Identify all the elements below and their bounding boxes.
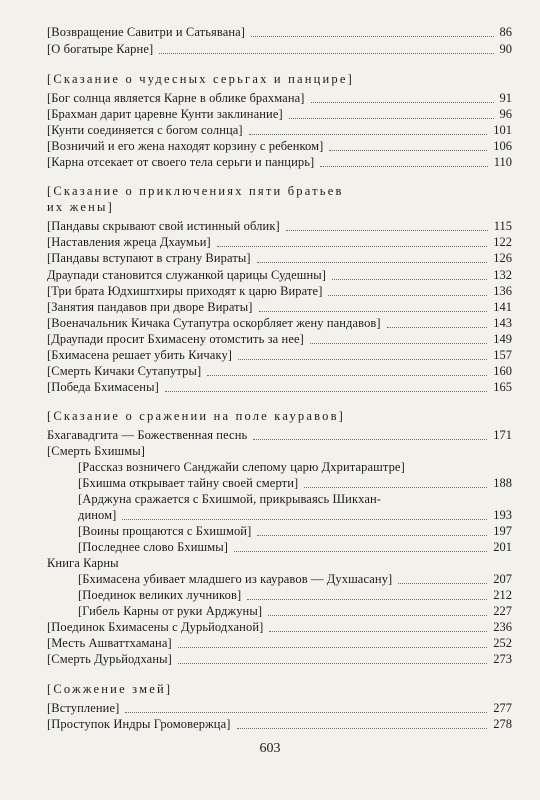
leader-dots [237,727,488,729]
toc-entry-title: [Последнее слово Бхишмы] [78,540,229,554]
toc-entry-page: 110 [493,155,512,169]
leader-dots [251,35,493,37]
leader-dots [257,261,488,263]
toc-entry [47,555,512,571]
leader-dots [159,52,493,54]
toc-entry-title: [Сказание о приключениях пяти братьев [47,184,344,198]
toc-entry-title: [Рассказ возничего Санджайи слепому царю Дхритараштре] [78,460,405,474]
toc-entry-page: 197 [493,524,512,538]
toc-entry-page: 201 [493,540,512,554]
toc-entry-title: [Бог солнца является Карне в облике брахмана] [47,91,305,105]
toc-entry-page: 141 [493,300,512,314]
toc-entry-title: [Наставления жреца Дхаумьи] [47,235,211,249]
leader-dots [332,278,487,280]
toc-entry [78,507,512,523]
leader-dots [249,133,488,135]
toc-section-heading [47,408,512,424]
toc-entry-page: 193 [493,508,512,522]
toc-entry-title: [Поединок великих лучников] [78,588,242,602]
leader-dots [311,101,494,103]
toc-entry [47,363,512,379]
leader-dots [234,550,487,552]
toc-entry [47,122,512,138]
toc-entry-page: 132 [493,268,512,282]
toc-entry-page: 273 [493,652,512,666]
toc-entry [47,700,512,716]
toc-entry-page: 90 [499,42,512,56]
toc-section-heading [47,681,512,697]
toc-entry-page: 106 [493,139,512,153]
toc-entry-title: [Арджуна сражается с Бхишмой, прикрываясь Шикхан- [78,492,382,506]
leader-dots [320,165,487,167]
leader-dots [286,229,488,231]
toc-entry [47,41,512,57]
leader-dots [259,310,488,312]
toc-entry [78,603,512,619]
toc-entry-title: [Бхимасена убивает младшего из кауравов — Духшасану] [78,572,393,586]
toc-entry-title: [Смерть Бхишмы] [47,444,146,458]
toc-section-heading [47,199,512,215]
toc-entry-title: их жены] [47,200,114,214]
toc-entry [47,379,512,395]
toc-entry [78,539,512,555]
toc-entry-title: [Поединок Бхимасены с Дурьйодханой] [47,620,264,634]
toc-entry [47,90,512,106]
toc-entry [78,459,512,475]
toc-entry-title: Бхагавадгита — Божественная песнь [47,428,248,442]
leader-dots [310,342,487,344]
toc-entry-title: Книга Карны [47,556,119,570]
leader-dots [165,390,487,392]
toc-entry-title: [Бхимасена решает убить Кичаку] [47,348,233,362]
toc-entry [47,138,512,154]
toc-entry-title: Драупади становится служанкой царицы Судешны] [47,268,327,282]
leader-dots [387,326,488,328]
leader-dots [328,294,487,296]
toc-entry-page: 96 [499,107,512,121]
toc-entry-title: [О богатыре Карне] [47,42,154,56]
toc-entry [47,154,512,170]
toc-entry-page: 160 [493,364,512,378]
leader-dots [207,374,487,376]
toc-entry-page: 86 [499,25,512,39]
toc-entry-title: [Бхишма открывает тайну своей смерти] [78,476,299,490]
toc-entry [47,250,512,266]
toc-entry-page: 157 [493,348,512,362]
toc-entry-title: [Пандавы скрывают свой истинный облик] [47,219,280,233]
toc-entry [47,234,512,250]
toc-entry-title: [Месть Ашваттхамана] [47,636,172,650]
toc-entry-page: 207 [493,572,512,586]
leader-dots [125,711,487,713]
toc-section-heading [47,183,512,199]
leader-dots [178,662,487,664]
toc-entry-title: [Занятия пандавов при дворе Вираты] [47,300,253,314]
toc-entry-title: [Карна отсекает от своего тела серьги и панцирь] [47,155,315,169]
toc-section-heading [47,71,512,87]
toc-entry [47,24,512,40]
toc-entry-page: 277 [493,701,512,715]
toc-entry-title: [Кунти соединяется с богом солнца] [47,123,243,137]
toc-entry-title: [Гибель Карны от руки Арджуны] [78,604,263,618]
toc-entry-page: 188 [493,476,512,490]
toc-entry-title: [Сказание о чудесных серьгах и панцире] [47,72,354,86]
toc-entry-page: 227 [493,604,512,618]
toc-entry [47,106,512,122]
toc-entry [47,331,512,347]
page-number: 603 [259,741,281,756]
toc-entry-title: [Воины прощаются с Бхишмой] [78,524,252,538]
toc-entry-page: 212 [493,588,512,602]
toc-entry-title: [Три брата Юдхиштхиры приходят к царю Вирате] [47,284,323,298]
toc-entry [78,523,512,539]
toc-entry-page: 143 [493,316,512,330]
toc-entry [78,475,512,491]
toc-entry [47,299,512,315]
leader-dots [238,358,487,360]
toc-entry-title: [Брахман дарит царевне Кунти заклинание] [47,107,283,121]
toc-entry [78,587,512,603]
toc-entry-page: 101 [493,123,512,137]
toc-entry [47,443,512,459]
toc-entry-page: 252 [493,636,512,650]
leader-dots [247,598,487,600]
toc-entry [47,651,512,667]
toc-entry-page: 91 [499,91,512,105]
toc-entry-title: [Проступок Индры Громовержца] [47,717,231,731]
leader-dots [268,614,487,616]
toc-entry-page: 115 [493,219,512,233]
toc-entry [78,491,512,507]
leader-dots [217,245,487,247]
toc-entry-page: 278 [493,717,512,731]
toc-entry-title: [Драупади просит Бхимасену отомстить за нее] [47,332,304,346]
toc-entry [78,571,512,587]
toc-entry-page: 236 [493,620,512,634]
toc-entry-title: [Возничий и его жена находят корзину с ребенком] [47,139,324,153]
leader-dots [269,630,487,632]
toc-entry [47,283,512,299]
leader-dots [178,646,487,648]
toc-entry [47,427,512,443]
toc-entry-title: [Победа Бхимасены] [47,380,159,394]
toc-entry [47,635,512,651]
toc-entry-title: [Смерть Дурьйодханы] [47,652,172,666]
toc-entry-page: 136 [493,284,512,298]
leader-dots [257,534,487,536]
toc-entry-page: 126 [493,251,512,265]
toc-entry-title: [Сказание о сражении на поле кауравов] [47,409,346,423]
leader-dots [304,486,487,488]
toc-entry-page: 171 [493,428,512,442]
toc-entry-title: [Сожжение змей] [47,682,173,696]
toc-entry-page: 165 [493,380,512,394]
toc-entry [47,619,512,635]
leader-dots [398,582,487,584]
toc-entry [47,315,512,331]
toc-entry [47,716,512,732]
leader-dots [329,149,487,151]
toc-entry-page: 122 [493,235,512,249]
leader-dots [253,438,487,440]
toc-entry-title: [Возвращение Савитри и Сатьявана] [47,25,246,39]
toc-entry [47,267,512,283]
toc-entry-title: [Смерть Кичаки Сутапутры] [47,364,202,378]
leader-dots [122,518,487,520]
toc-entry-title: [Военачальник Кичака Сутапутра оскорбляет жену пандавов] [47,316,381,330]
toc-entry [47,218,512,234]
toc-entry-page: 149 [493,332,512,346]
leader-dots [289,117,494,119]
toc-entry [47,347,512,363]
toc-entry-title: [Вступление] [47,701,120,715]
toc-entry-title: [Пандавы вступают в страну Вираты] [47,251,251,265]
toc-entry-title: дином] [78,508,117,522]
